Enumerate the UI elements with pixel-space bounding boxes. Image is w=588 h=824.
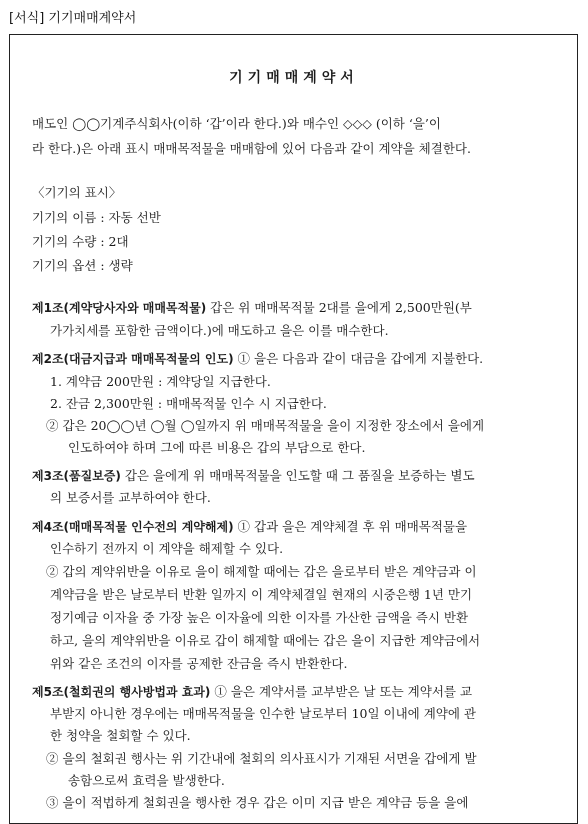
intro-line: 매도인 ◯◯기계주식회사(이하 ‘갑’이라 한다.)와 매수인 ◇◇◇ (이하 ‘을’이 — [32, 116, 441, 131]
article-1 — [32, 300, 472, 316]
article-line: ② 을의 철회권 행사는 위 기간내에 철회의 의사표시가 기재된 서면을 갑에게 발 — [46, 751, 477, 766]
article-text: ① 을은 계약서를 교부받은 날 또는 계약서를 교 — [210, 684, 473, 699]
article-line: 송함으로써 효력을 발생한다. — [68, 773, 225, 788]
article-5 — [32, 684, 472, 700]
article-line: 하고, 을의 계약위반을 이유로 갑이 해제할 때에는 갑은 을이 지급한 계약금에서 — [50, 633, 481, 648]
article-line: 위와 같은 조건의 이자를 공제한 잔금을 즉시 반환한다. — [50, 656, 348, 671]
article-line: ② 갑의 계약위반을 이유로 을이 해제할 때에는 갑은 을로부터 받은 계약금과 이 — [46, 564, 477, 579]
article-line: 부받지 아니한 경우에는 매매목적물을 인수한 날로부터 10일 이내에 계약에 관 — [50, 706, 476, 721]
display-item: 기기의 옵션 : 생략 — [32, 258, 133, 273]
form-label: [서식] 기기매매계약서 — [9, 11, 137, 26]
article-line: 1. 계약금 200만원 : 계약당일 지급한다. — [50, 374, 271, 389]
article-line: 정기예금 이자율 중 가장 높은 이자율에 의한 이자를 가산한 금액을 즉시 반환 — [50, 610, 469, 625]
article-heading: 제5조(철회권의 행사방법과 효과) — [32, 685, 211, 699]
article-line: 인도하여야 하며 그에 따른 비용은 갑의 부담으로 한다. — [68, 440, 366, 455]
article-text: 갑은 위 매매목적물 2대를 을에게 2,500만원(부 — [206, 300, 472, 315]
article-text: ① 을은 다음과 같이 대금을 갑에게 지불한다. — [233, 351, 484, 366]
article-heading: 제2조(대금지급과 매매목적물의 인도) — [32, 352, 234, 366]
article-line: 인수하기 전까지 이 계약을 해제할 수 있다. — [50, 541, 284, 556]
document-title: 기기매매계약서 — [229, 70, 359, 86]
display-heading: 〈기기의 표시〉 — [32, 185, 122, 200]
article-3 — [32, 468, 475, 484]
article-line: 의 보증서를 교부하여야 한다. — [50, 490, 211, 505]
article-heading: 제4조(매매목적물 인수전의 계약해제) — [32, 520, 234, 534]
article-text: 갑은 을에게 위 매매목적물을 인도할 때 그 품질을 보증하는 별도 — [120, 468, 475, 483]
article-heading: 제3조(품질보증) — [32, 469, 121, 483]
display-item: 기기의 이름 : 자동 선반 — [32, 210, 161, 225]
article-text: ① 갑과 을은 계약체결 후 위 매매목적물을 — [233, 519, 468, 534]
article-line: ② 갑은 20◯◯년 ◯월 ◯일까지 위 매매목적물을 을이 지정한 장소에서 을에게 — [46, 418, 485, 433]
intro-line: 라 한다.)은 아래 표시 매매목적물을 매매함에 있어 다음과 같이 계약을 체결한다. — [32, 141, 471, 156]
article-line: ③ 을이 적법하게 철회권을 행사한 경우 갑은 이미 지급 받은 계약금 등을 을에 — [46, 795, 469, 810]
article-4 — [32, 519, 467, 535]
display-item: 기기의 수량 : 2대 — [32, 234, 129, 249]
article-line: 계약금을 받은 날로부터 반환 일까지 이 계약체결일 현재의 시중은행 1년 만기 — [50, 587, 473, 602]
article-line: 2. 잔금 2,300만원 : 매매목적물 인수 시 지급한다. — [50, 396, 327, 411]
article-line: 한 청약을 철회할 수 있다. — [50, 728, 191, 743]
article-line: 가가치세를 포함한 금액이다.)에 매도하고 을은 이를 매수한다. — [50, 323, 389, 338]
article-2 — [32, 351, 483, 367]
article-heading: 제1조(계약당사자와 매매목적물) — [32, 301, 207, 315]
